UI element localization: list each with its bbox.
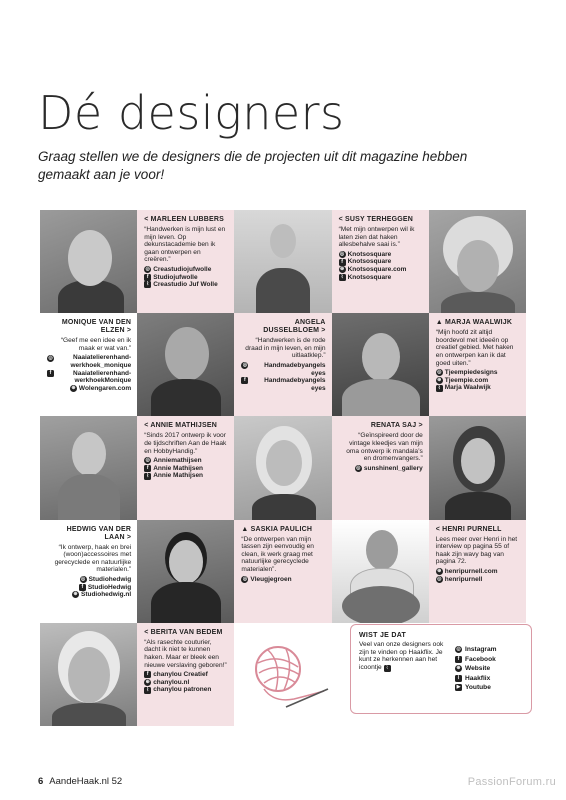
social-handle[interactable]: Studiohedwig [88,575,132,583]
card-marleen [137,210,234,313]
designer-quote: “Handwerken is de rode draad in mijn leven, en mijn uitlaatklep.” [245,337,326,360]
globe-icon: ⊕ [437,377,442,384]
instagram-icon: ◎ [80,576,86,583]
info-box-title: WIST JE DAT [359,632,407,639]
globe-icon: ⊕ [456,665,461,672]
designer-quote: “Ik ontwerp, haak en brei (woon)accessoires met gerecyclede en natuurlijke materialen.” [54,543,132,574]
card-renata [332,416,429,519]
card-henri [429,520,526,623]
designer-quote: “Handwerken is mijn lust en mijn leven. Op dekunstacademie ben ik gaan ontwerpen en creëren.” [144,226,226,264]
social-handle[interactable]: Studiohedwig.nl [80,591,132,599]
designer-name: < SUSY TERHEGGEN [338,216,414,223]
card-berita [137,623,234,726]
instagram-icon: ◎ [437,369,442,376]
social-handle[interactable]: chanylou Creatief [153,671,208,679]
youtube-icon: ▶ [456,684,461,691]
instagram-icon: ◎ [145,457,150,464]
designer-name: RENATA SAJ > [370,422,423,430]
social-handle[interactable]: Handmadebyangels eyes [264,361,326,377]
instagram-icon: ◎ [242,362,248,369]
legend-haakflix: Haakflix [465,674,491,682]
social-handle[interactable]: sunshinenl_gallery [363,464,423,472]
facebook-icon: f [241,377,248,384]
yarn-ball-icon [234,623,331,726]
haakflix-hook-icon: ⌇ [144,473,151,480]
facebook-icon: f [144,465,151,472]
facebook-icon: f [144,274,151,281]
haakflix-hook-icon: ⌇ [455,675,462,682]
info-box [350,624,532,714]
photo-renata-portrait [429,416,526,519]
designer-name: < ANNIE MATHIJSEN [144,422,218,430]
card-angela [234,313,331,416]
haakflix-hook-icon: ⌇ [436,385,443,392]
social-handle[interactable]: chanylou.nl [153,678,190,686]
card-monique [40,313,137,416]
social-handle[interactable]: Knotsosquare [347,258,392,266]
info-box-text-content: Veel van onze designers ook zijn te vinden op Haakflix. Je kunt ze herkennen aan het icoontje [359,641,444,671]
card-hedwig [40,520,137,623]
social-handle[interactable]: Tjeempie.com [444,376,489,384]
photo-berita [40,623,137,726]
social-handle[interactable]: Studiojufwolle [153,273,198,281]
page-title: Dé designers [38,86,345,140]
designer-name: ▲ SASKIA PAULICH [241,525,313,533]
instagram-icon: ◎ [437,575,442,582]
watermark: PassionForum.ru [467,776,556,788]
icon-legend [455,645,497,693]
designer-name: < HENRI PURNELL [435,525,502,533]
facebook-icon: f [339,259,346,266]
instagram-icon: ◎ [339,251,345,258]
page-number: 6 [38,776,44,787]
designer-quote: “Met mijn ontwerpen wil ik laten zien dat haken allesbehalve saai is.” [338,226,415,249]
card-susy [332,210,429,313]
intro-text: Graag stellen we de designers die de projecten uit dit magazine hebben gemaakt aan je voor! [38,149,468,182]
designer-name: < BERITA VAN BEDEM [144,628,223,636]
facebook-icon: f [79,584,86,591]
haakflix-hook-icon: ⌇ [144,687,151,694]
social-handle[interactable]: Tjeempiedesigns [444,369,498,377]
social-handle[interactable]: Knotsosquare.com [347,265,407,273]
social-handle[interactable]: StudioHedwig [87,583,132,591]
globe-icon: ⊕ [73,591,78,598]
designer-name: < MARLEEN LUBBERS [144,216,225,223]
yarn-illustration [234,623,331,726]
social-handle[interactable]: Naaiatelierenhand-werkhoek_monique [70,354,132,369]
legend-website: Website [465,665,491,672]
page-footer [38,776,122,787]
social-handle[interactable]: Creastudio Juf Wolle [153,281,218,289]
photo-susy [429,210,526,313]
instagram-icon: ◎ [145,266,150,273]
designer-quote: “Mijn hoofd zit altijd boordevol met ideeën op creatief gebied. Met haken en ontwerpen kan ik dat goed uiten.” [435,329,514,367]
social-handle[interactable]: Annie Mathijsen [153,464,204,472]
instagram-icon: ◎ [48,354,53,361]
social-handle[interactable]: Naaiatelierenhand-werkhoekMonique [73,369,132,385]
social-handle[interactable]: henripurnell.com [444,567,498,575]
social-handle[interactable]: Handmadebyangels eyes [264,377,326,392]
haakflix-hook-icon: ⌇ [144,281,151,288]
facebook-icon: f [144,671,151,678]
designer-quote: “De ontwerpen van mijn tassen zijn eenvoudig en clean, ik werk graag met natuurlijke gerecyclede materialen”. [241,535,314,573]
issue-label: AandeHaak.nl 52 [49,776,123,787]
legend-facebook: Facebook [465,655,496,663]
designer-name: ANGELA DUSSELBLOEM > [263,319,326,335]
haakflix-hook-icon: ⌇ [339,274,346,281]
card-saskia [234,520,331,623]
social-handle[interactable]: Marja Waalwijk [444,384,491,392]
legend-youtube: Youtube [465,684,491,691]
designer-quote: “Geef me een idee en ik maak er wat van.” [60,337,132,352]
facebook-icon: f [47,370,54,377]
social-handle[interactable]: Annie Mathijsen [153,472,204,480]
instagram-icon: ◎ [242,575,248,582]
social-handle[interactable]: Wolengaren.com [78,384,132,392]
card-marja [429,313,526,416]
designer-quote: Lees meer over Henri in het interview op pagina 55 of haak zijn wavy bag van pagina 72. [435,535,518,566]
photo-marleen [40,210,137,313]
social-handle[interactable]: henripurnell [444,575,483,583]
photo-angela [234,210,331,313]
legend-instagram: Instagram [465,646,497,653]
designer-name: MONIQUE VAN DEN ELZEN > [61,319,132,335]
haakflix-hook-icon: ⌇ [384,665,391,672]
photo-monique [137,313,234,416]
instagram-icon: ◎ [456,646,461,653]
globe-icon: ⊕ [437,568,442,575]
photo-annie [40,416,137,519]
social-handle[interactable]: Creastudiojufwolle [153,265,212,273]
globe-icon: ⊕ [339,266,345,273]
social-handle[interactable]: Anniemathijsen [153,457,202,465]
designer-quote: “Sinds 2017 ontwerp ik voor de tijdschriften Aan de Haak en HobbyHandig.” [144,432,227,455]
facebook-icon: f [455,656,462,663]
instagram-icon: ◎ [356,465,361,472]
photo-marja [332,313,429,416]
designer-quote: “Als rasechte couturier, dacht ik niet te kunnen haken. Maar er bleek een nieuwe verslaving geboren!” [144,638,227,669]
photo-hedwig [137,520,234,623]
social-handle[interactable]: Knotsosquare [347,273,392,281]
designer-quote: “Geïnspireerd door de vintage kleedjes van mijn oma ontwerp ik mandala’s en dromenvangers.” [346,432,423,463]
globe-icon: ⊕ [145,679,150,686]
designer-name: HEDWIG VAN DER LAAN > [66,525,132,541]
photo-henri [332,520,429,623]
social-handle[interactable]: Knotsosquare [347,250,392,258]
social-handle[interactable]: Vleugjegroen [250,575,292,583]
social-handle[interactable]: chanylou patronen [153,686,212,694]
info-box-text [359,641,445,672]
globe-icon: ⊕ [71,385,76,392]
card-annie [137,416,234,519]
designer-name: ▲ MARJA WAALWIJK [435,319,513,327]
photo-renata [234,416,331,519]
